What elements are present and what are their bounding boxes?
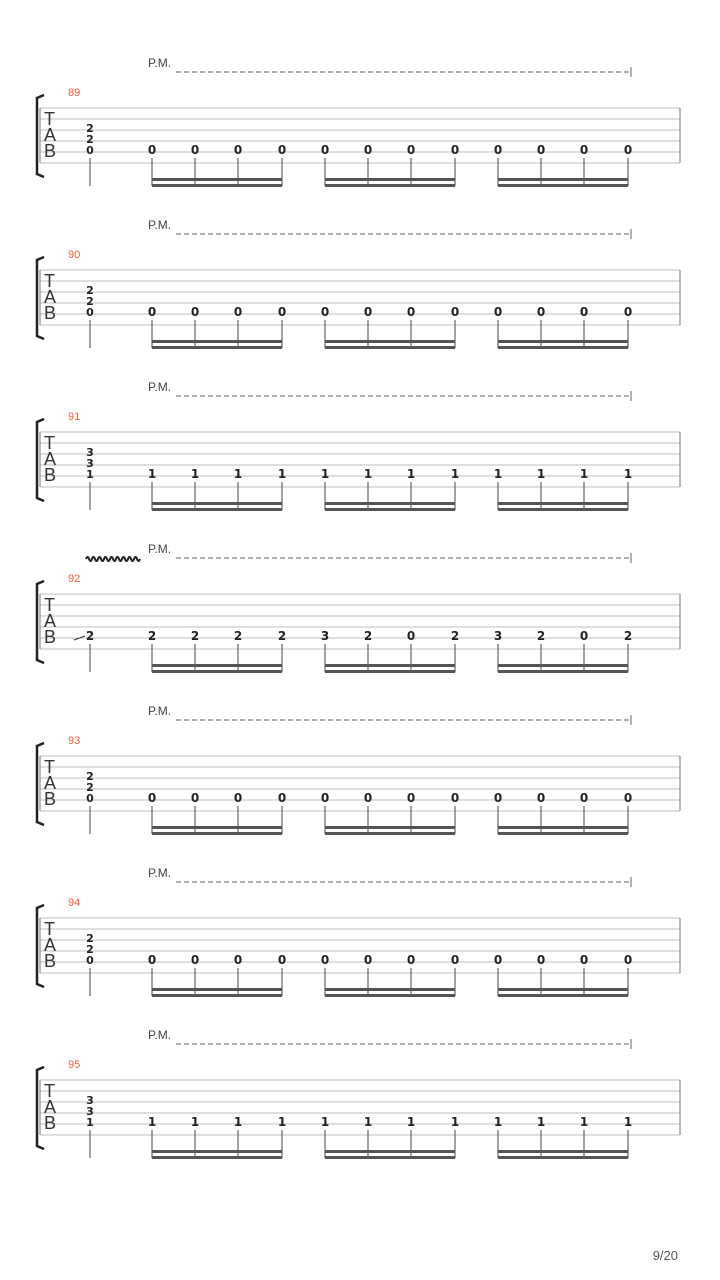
chord-fret: 2 [86, 770, 94, 783]
fret-number: 0 [363, 953, 373, 967]
fret-number: 0 [190, 953, 200, 967]
beam [152, 826, 282, 829]
tab-clef-letter: T [44, 271, 55, 291]
chord-fret: 2 [86, 284, 94, 297]
fret-number: 1 [190, 1115, 200, 1129]
fret-number: 3 [493, 629, 503, 643]
palm-mute-label: P.M. [148, 542, 172, 556]
bar-number: 93 [68, 735, 81, 747]
chord-fret: 2 [86, 943, 94, 956]
beam [498, 994, 628, 997]
vibrato-mark [86, 557, 140, 561]
beam [152, 340, 282, 343]
tab-clef-letter: B [44, 1113, 57, 1133]
fret-number: 0 [450, 791, 460, 805]
chord-fret: 2 [86, 932, 94, 945]
beam [498, 508, 628, 511]
fret-number: 0 [363, 305, 373, 319]
fret-number: 0 [406, 305, 416, 319]
fret-number: 1 [450, 467, 460, 481]
beam [498, 1156, 628, 1159]
tab-clef-letter: A [44, 287, 57, 307]
fret-number: 0 [623, 305, 633, 319]
fret-number: 0 [320, 791, 330, 805]
fret-number: 0 [320, 953, 330, 967]
fret-number: 0 [147, 305, 157, 319]
beam [498, 502, 628, 505]
tab-system [37, 380, 680, 511]
chord-fret: 0 [86, 954, 94, 967]
tab-clef-letter: A [44, 125, 57, 145]
fret-number: 1 [363, 467, 373, 481]
chord-fret: 2 [86, 781, 94, 794]
fret-number: 1 [363, 1115, 373, 1129]
beam [498, 670, 628, 673]
palm-mute-label: P.M. [148, 380, 172, 394]
fret-number: 2 [147, 629, 157, 643]
fret-number: 0 [536, 143, 546, 157]
beam [325, 340, 455, 343]
tab-system [37, 866, 680, 997]
fret-number: 1 [233, 1115, 243, 1129]
fret-number: 0 [579, 629, 589, 643]
bar-number: 95 [68, 1059, 81, 1071]
fret-number: 0 [493, 305, 503, 319]
tab-system [37, 56, 680, 187]
beam [498, 340, 628, 343]
beam [325, 832, 455, 835]
tab-system [37, 542, 680, 673]
beam [152, 178, 282, 181]
beam [325, 1150, 455, 1153]
beam [152, 508, 282, 511]
fret-number: 0 [233, 305, 243, 319]
beam [152, 832, 282, 835]
tab-clef-letter: B [44, 141, 57, 161]
beam [152, 1150, 282, 1153]
tab-clef-letter: T [44, 1081, 55, 1101]
chord-fret: 2 [86, 133, 94, 146]
beam [325, 670, 455, 673]
beam [152, 670, 282, 673]
beam [325, 508, 455, 511]
fret-number: 1 [450, 1115, 460, 1129]
fret-number: 0 [579, 305, 589, 319]
fret-number: 0 [450, 953, 460, 967]
fret-number: 0 [147, 791, 157, 805]
fret-number: 1 [190, 467, 200, 481]
beam [498, 664, 628, 667]
chord-fret: 1 [86, 1116, 94, 1129]
chord-fret: 2 [85, 629, 95, 643]
fret-number: 0 [493, 791, 503, 805]
beam [325, 826, 455, 829]
fret-number: 2 [190, 629, 200, 643]
fret-number: 0 [277, 143, 287, 157]
fret-number: 1 [579, 1115, 589, 1129]
bar-number: 91 [68, 411, 81, 423]
fret-number: 0 [493, 143, 503, 157]
fret-number: 0 [277, 791, 287, 805]
tab-clef-letter: A [44, 611, 57, 631]
fret-number: 0 [147, 953, 157, 967]
fret-number: 0 [320, 143, 330, 157]
tab-clef-letter: T [44, 595, 55, 615]
tab-clef-letter: T [44, 433, 55, 453]
fret-number: 0 [579, 953, 589, 967]
beam [325, 988, 455, 991]
fret-number: 2 [363, 629, 373, 643]
fret-number: 1 [406, 467, 416, 481]
beam [152, 994, 282, 997]
tab-system [37, 704, 680, 835]
fret-number: 1 [623, 467, 633, 481]
chord-fret: 0 [86, 792, 94, 805]
chord-fret: 2 [86, 295, 94, 308]
palm-mute-label: P.M. [148, 56, 172, 70]
fret-number: 3 [320, 629, 330, 643]
beam [498, 988, 628, 991]
fret-number: 0 [363, 143, 373, 157]
bar-number: 89 [68, 87, 81, 99]
tab-clef-letter: A [44, 773, 57, 793]
tab-system [37, 218, 680, 349]
fret-number: 1 [277, 467, 287, 481]
beam [498, 178, 628, 181]
chord-fret: 3 [86, 446, 94, 459]
beam [498, 346, 628, 349]
tab-system [37, 1028, 680, 1159]
tab-clef-letter: A [44, 935, 57, 955]
fret-number: 0 [493, 953, 503, 967]
beam [498, 184, 628, 187]
fret-number: 0 [579, 143, 589, 157]
fret-number: 1 [623, 1115, 633, 1129]
fret-number: 1 [579, 467, 589, 481]
fret-number: 0 [277, 305, 287, 319]
bar-number: 94 [68, 897, 81, 909]
fret-number: 1 [493, 467, 503, 481]
fret-number: 1 [277, 1115, 287, 1129]
fret-number: 0 [536, 953, 546, 967]
fret-number: 0 [190, 143, 200, 157]
fret-number: 2 [277, 629, 287, 643]
tab-clef-letter: B [44, 789, 57, 809]
fret-number: 0 [536, 305, 546, 319]
fret-number: 1 [493, 1115, 503, 1129]
palm-mute-label: P.M. [148, 866, 172, 880]
tab-clef-letter: T [44, 919, 55, 939]
fret-number: 0 [233, 953, 243, 967]
fret-number: 0 [623, 953, 633, 967]
beam [325, 346, 455, 349]
tab-clef-letter: A [44, 1097, 57, 1117]
fret-number: 2 [536, 629, 546, 643]
fret-number: 1 [536, 467, 546, 481]
beam [152, 502, 282, 505]
tab-clef-letter: B [44, 951, 57, 971]
fret-number: 1 [320, 467, 330, 481]
fret-number: 0 [579, 791, 589, 805]
fret-number: 0 [406, 953, 416, 967]
fret-number: 2 [233, 629, 243, 643]
tab-clef-letter: B [44, 627, 57, 647]
beam [498, 1150, 628, 1153]
fret-number: 0 [190, 305, 200, 319]
chord-fret: 0 [86, 144, 94, 157]
tab-clef-letter: T [44, 757, 55, 777]
tab-clef-letter: B [44, 303, 57, 323]
chord-fret: 0 [86, 306, 94, 319]
fret-number: 0 [623, 791, 633, 805]
fret-number: 2 [450, 629, 460, 643]
tab-clef-letter: T [44, 109, 55, 129]
beam [152, 346, 282, 349]
fret-number: 1 [320, 1115, 330, 1129]
fret-number: 0 [536, 791, 546, 805]
fret-number: 0 [363, 791, 373, 805]
bar-number: 90 [68, 249, 81, 261]
beam [498, 826, 628, 829]
fret-number: 0 [147, 143, 157, 157]
fret-number: 0 [320, 305, 330, 319]
fret-number: 0 [233, 143, 243, 157]
tab-clef-letter: A [44, 449, 57, 469]
fret-number: 0 [450, 305, 460, 319]
fret-number: 0 [406, 143, 416, 157]
fret-number: 1 [536, 1115, 546, 1129]
fret-number: 1 [147, 467, 157, 481]
fret-number: 1 [406, 1115, 416, 1129]
palm-mute-label: P.M. [148, 704, 172, 718]
fret-number: 2 [623, 629, 633, 643]
tab-clef-letter: B [44, 465, 57, 485]
beam [325, 994, 455, 997]
fret-number: 0 [233, 791, 243, 805]
chord-fret: 3 [86, 1094, 94, 1107]
beam [152, 1156, 282, 1159]
beam [152, 664, 282, 667]
beam [325, 178, 455, 181]
page-number: 9/20 [652, 1248, 678, 1263]
fret-number: 0 [450, 143, 460, 157]
fret-number: 1 [147, 1115, 157, 1129]
fret-number: 0 [406, 791, 416, 805]
beam [498, 832, 628, 835]
fret-number: 1 [233, 467, 243, 481]
fret-number: 0 [623, 143, 633, 157]
chord-fret: 1 [86, 468, 94, 481]
fret-number: 0 [277, 953, 287, 967]
beam [152, 184, 282, 187]
beam [325, 664, 455, 667]
bar-number: 92 [68, 573, 81, 585]
palm-mute-label: P.M. [148, 218, 172, 232]
beam [152, 988, 282, 991]
beam [325, 1156, 455, 1159]
chord-fret: 3 [86, 457, 94, 470]
fret-number: 0 [190, 791, 200, 805]
chord-fret: 2 [86, 122, 94, 135]
chord-fret: 3 [86, 1105, 94, 1118]
beam [325, 184, 455, 187]
fret-number: 0 [406, 629, 416, 643]
beam [325, 502, 455, 505]
palm-mute-label: P.M. [148, 1028, 172, 1042]
